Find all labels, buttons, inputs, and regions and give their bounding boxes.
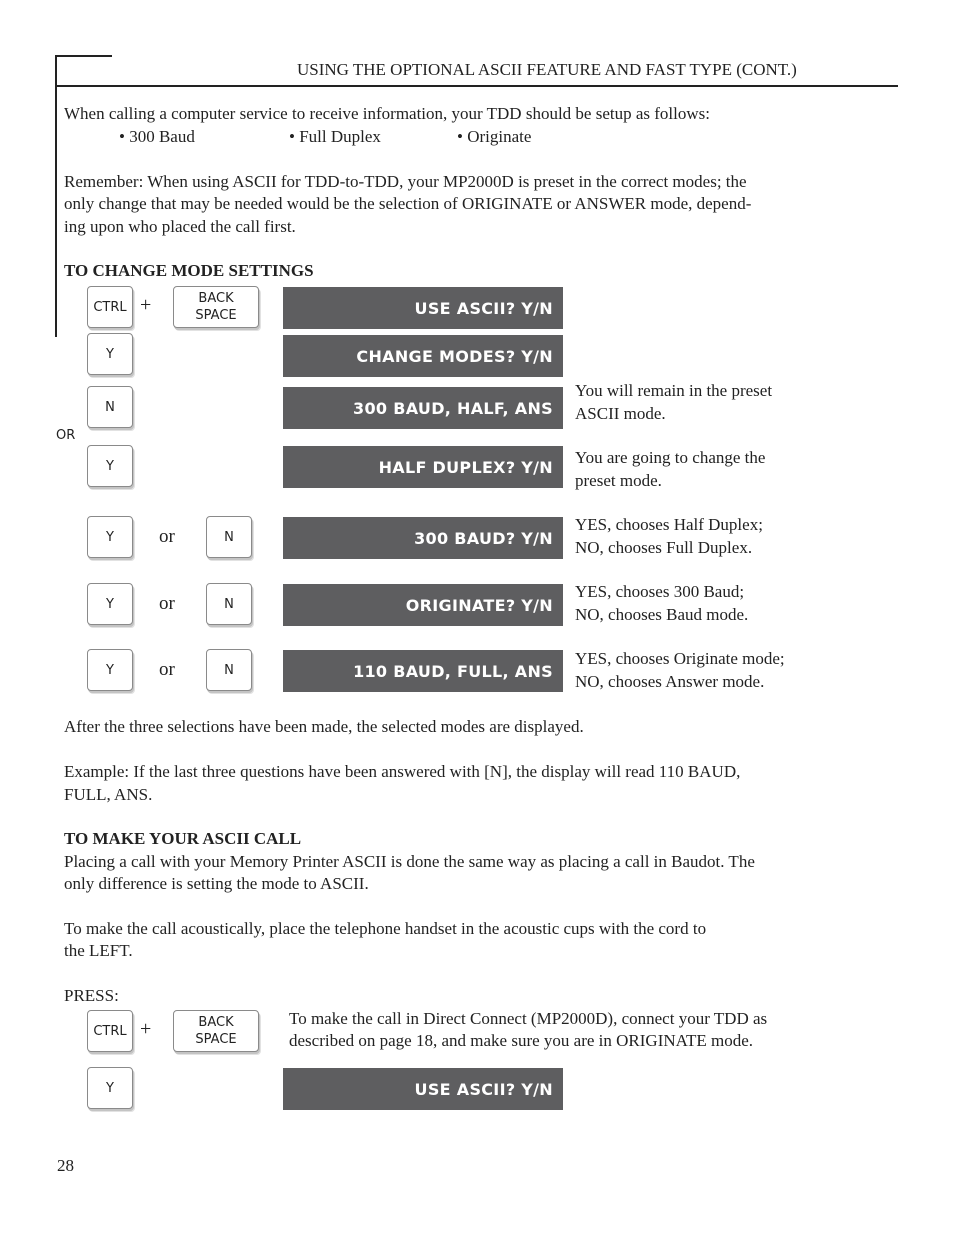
y-key bbox=[87, 1067, 133, 1109]
n-key-label: N bbox=[105, 399, 115, 415]
bullet-originate: • Originate bbox=[457, 127, 532, 146]
bullet-duplex: • Full Duplex bbox=[289, 127, 381, 146]
backspace-key bbox=[173, 1010, 259, 1052]
example-line: FULL, ANS. bbox=[64, 785, 153, 804]
y-key bbox=[87, 333, 133, 375]
n-key-label: N bbox=[224, 596, 234, 612]
backspace-key-label-space: SPACE bbox=[195, 308, 237, 323]
bullet-baud: • 300 Baud bbox=[119, 127, 195, 146]
ctrl-key-label: CTRL bbox=[93, 1023, 127, 1039]
section-heading-change-modes: TO CHANGE MODE SETTINGS bbox=[64, 261, 314, 280]
ascii-call-line: Placing a call with your Memory Printer ASCII is done the same way as placing a call in Baudot. The bbox=[64, 852, 755, 871]
ctrl-key-label: CTRL bbox=[93, 299, 127, 315]
page-number: 28 bbox=[57, 1156, 74, 1175]
intro-text: When calling a computer service to receive information, your TDD should be setup as follows: bbox=[64, 104, 710, 123]
y-key bbox=[87, 516, 133, 558]
remember-line: only change that may be needed would be the selection of ORIGINATE or ANSWER mode, depend- bbox=[64, 194, 752, 213]
remember-line: ing upon who placed the call first. bbox=[64, 217, 296, 236]
section-heading-ascii-call: TO MAKE YOUR ASCII CALL bbox=[64, 829, 302, 848]
n-key bbox=[206, 583, 252, 625]
backspace-key-label-back: BACK bbox=[198, 1015, 234, 1030]
y-key-label: Y bbox=[106, 529, 114, 545]
direct-connect-line: To make the call in Direct Connect (MP2000D), connect your TDD as bbox=[289, 1009, 768, 1028]
y-key-label: Y bbox=[106, 346, 114, 362]
backspace-key-label-back: BACK bbox=[198, 291, 234, 306]
y-key bbox=[87, 583, 133, 625]
or-word: or bbox=[159, 526, 175, 547]
display-change-modes: CHANGE MODES? Y/N bbox=[283, 335, 563, 377]
plus-sign: + bbox=[140, 294, 152, 316]
acoustic-line: the LEFT. bbox=[64, 941, 133, 960]
n-key bbox=[87, 386, 133, 428]
note-remain-preset: You will remain in the preset ASCII mode. bbox=[575, 381, 773, 423]
y-key bbox=[87, 445, 133, 487]
ctrl-key bbox=[87, 1010, 133, 1052]
after-text: After the three selections have been made, the selected modes are displayed. bbox=[64, 717, 584, 736]
direct-connect-line: described on page 18, and make sure you are in ORIGINATE mode. bbox=[289, 1031, 754, 1050]
display-110-baud-full-ans: 110 BAUD, FULL, ANS bbox=[283, 650, 563, 692]
display-300-baud-half-ans: 300 BAUD, HALF, ANS bbox=[283, 387, 563, 429]
header-bottom-rule bbox=[55, 85, 898, 87]
note-300-baud: YES, chooses 300 Baud; NO, chooses Baud mode. bbox=[575, 582, 749, 624]
header-left-rule bbox=[55, 55, 57, 337]
press-label: PRESS: bbox=[64, 986, 119, 1005]
y-key bbox=[87, 649, 133, 691]
or-word: or bbox=[159, 659, 175, 680]
ctrl-key bbox=[87, 286, 133, 328]
n-key bbox=[206, 516, 252, 558]
or-word: or bbox=[159, 593, 175, 614]
y-key-label: Y bbox=[106, 662, 114, 678]
ascii-call-line: only difference is setting the mode to ASCII. bbox=[64, 874, 369, 893]
backspace-key bbox=[173, 286, 259, 328]
remember-line: Remember: When using ASCII for TDD-to-TDD, your MP2000D is preset in the correct modes; the bbox=[64, 172, 747, 191]
header-top-rule bbox=[55, 55, 112, 57]
display-half-duplex: HALF DUPLEX? Y/N bbox=[283, 446, 563, 488]
note-change-preset: You are going to change the preset mode. bbox=[575, 448, 766, 490]
y-key-label: Y bbox=[106, 458, 114, 474]
display-use-ascii-final: USE ASCII? Y/N bbox=[283, 1068, 563, 1110]
note-originate-answer: YES, chooses Originate mode; NO, chooses Answer mode. bbox=[575, 649, 785, 691]
y-key-label: Y bbox=[106, 596, 114, 612]
display-originate: ORIGINATE? Y/N bbox=[283, 584, 563, 626]
backspace-key-label-space: SPACE bbox=[195, 1032, 237, 1047]
example-line: Example: If the last three questions have been answered with [N], the display will read 110 BAUD, bbox=[64, 762, 741, 781]
note-half-full-duplex: YES, chooses Half Duplex; NO, chooses Full Duplex. bbox=[575, 515, 763, 557]
display-300-baud: 300 BAUD? Y/N bbox=[283, 517, 563, 559]
or-side-label: OR bbox=[56, 428, 76, 443]
n-key-label: N bbox=[224, 529, 234, 545]
acoustic-line: To make the call acoustically, place the telephone handset in the acoustic cups with the cord to bbox=[64, 919, 707, 938]
display-use-ascii: USE ASCII? Y/N bbox=[283, 287, 563, 329]
n-key bbox=[206, 649, 252, 691]
y-key-label: Y bbox=[106, 1080, 114, 1096]
n-key-label: N bbox=[224, 662, 234, 678]
plus-sign: + bbox=[140, 1018, 152, 1040]
page-header-title: USING THE OPTIONAL ASCII FEATURE AND FAST TYPE (CONT.) bbox=[297, 60, 797, 79]
